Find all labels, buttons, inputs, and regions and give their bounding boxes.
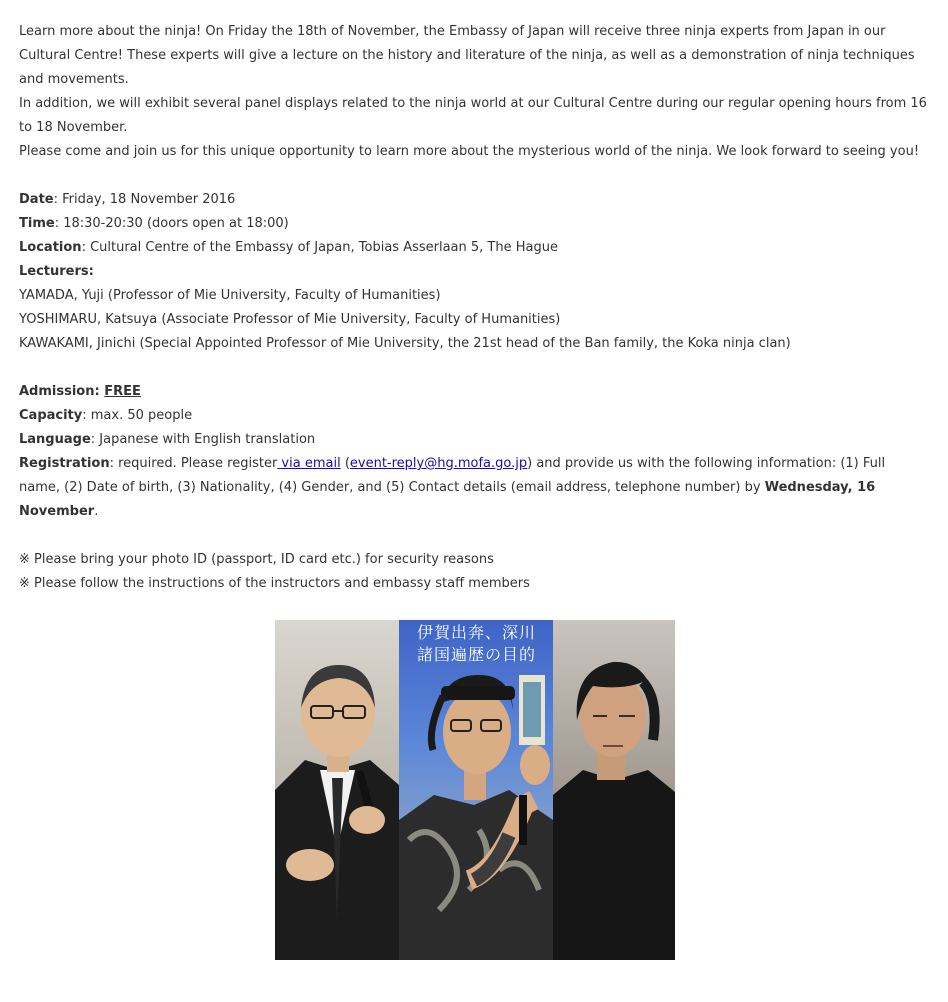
admission-label: Admission — [19, 384, 95, 399]
location-value: : Cultural Centre of the Embassy of Japan, Tobias Asserlaan 5, The Hague — [81, 240, 558, 255]
capacity-value: : max. 50 people — [82, 408, 193, 423]
email-link[interactable]: event-reply@hg.mofa.go.jp — [349, 456, 528, 471]
language-value: : Japanese with English translation — [90, 432, 316, 447]
note-follow-instructions: ※ Please follow the instructions of the instructors and embassy staff members — [19, 576, 530, 591]
registration-end: . — [94, 504, 99, 519]
projection-screen-text — [417, 622, 536, 666]
admission-line — [19, 380, 929, 404]
registration-text-3: ) and provide us with the following information: (1) Full name, (2) Date of birth, (3) Nationality, (4) Gender, and (5) Contact details (email address, telephone number) by — [19, 456, 886, 495]
time-value: : 18:30-20:30 (doors open at 18:00) — [54, 216, 289, 231]
language-label: Language — [19, 432, 91, 447]
intro-paragraph-3: Please come and join us for this unique opportunity to learn more about the mysterious world of the ninja. We look forward to seeing you! — [19, 144, 920, 159]
intro-paragraph-1: Learn more about the ninja! On Friday the 18th of November, the Embassy of Japan will receive three ninja experts from Japan in our Cultural Centre! These experts will give a lecture on the history and literature of the ninja, as well as a demonstration of ninja techniques and movements. — [19, 24, 915, 87]
lecturer-3: KAWAKAMI, Jinichi (Special Appointed Professor of Mie University, the 21st head of the Ban family, the Koka ninja clan) — [19, 336, 791, 351]
yoshimaru-figure — [399, 620, 553, 960]
time-label: Time — [19, 216, 55, 231]
time-line — [19, 212, 929, 236]
lecturer-1: YAMADA, Yuji (Professor of Mie University, Faculty of Humanities) — [19, 288, 441, 303]
lecturers-label-line — [19, 260, 929, 284]
sign-line-2: 諸国遍歴の目的 — [417, 645, 537, 664]
photo-panel-yamada — [275, 620, 399, 960]
admission-value: FREE — [104, 384, 141, 399]
location-line — [19, 236, 929, 260]
registration-label: Registration — [19, 456, 110, 471]
note-photo-id: ※ Please bring your photo ID (passport, ID card etc.) for security reasons — [19, 552, 494, 567]
capacity-line — [19, 404, 929, 428]
registration-text-2: ( — [340, 456, 350, 471]
event-content — [19, 20, 929, 596]
lecturer-2: YOSHIMARU, Katsuya (Associate Professor of Mie University, Faculty of Humanities) — [19, 312, 561, 327]
registration-paragraph — [19, 452, 929, 524]
date-label: Date — [19, 192, 54, 207]
photo-panel-yoshimaru — [399, 620, 553, 960]
sign-line-1: 伊賀出奔、深川 — [417, 623, 537, 642]
registration-text-1: : required. Please register — [109, 456, 278, 471]
yamada-figure — [275, 620, 399, 960]
lecturers-photo — [275, 620, 675, 960]
location-label: Location — [19, 240, 82, 255]
language-line — [19, 428, 929, 452]
admission-sep: : — [94, 384, 105, 399]
date-value: : Friday, 18 November 2016 — [53, 192, 236, 207]
kawakami-figure — [553, 620, 675, 960]
date-line — [19, 188, 929, 212]
registration-deadline: Wednesday, 16 November — [19, 480, 876, 519]
photo-panel-kawakami — [553, 620, 675, 960]
lecturers-label: Lecturers: — [19, 264, 94, 279]
intro-paragraph-2: In addition, we will exhibit several panel displays related to the ninja world at our Cultural Centre during our regular opening hours from 16 to 18 November. — [19, 96, 927, 135]
register-via-email-link[interactable]: via email — [277, 456, 341, 471]
capacity-label: Capacity — [19, 408, 83, 423]
